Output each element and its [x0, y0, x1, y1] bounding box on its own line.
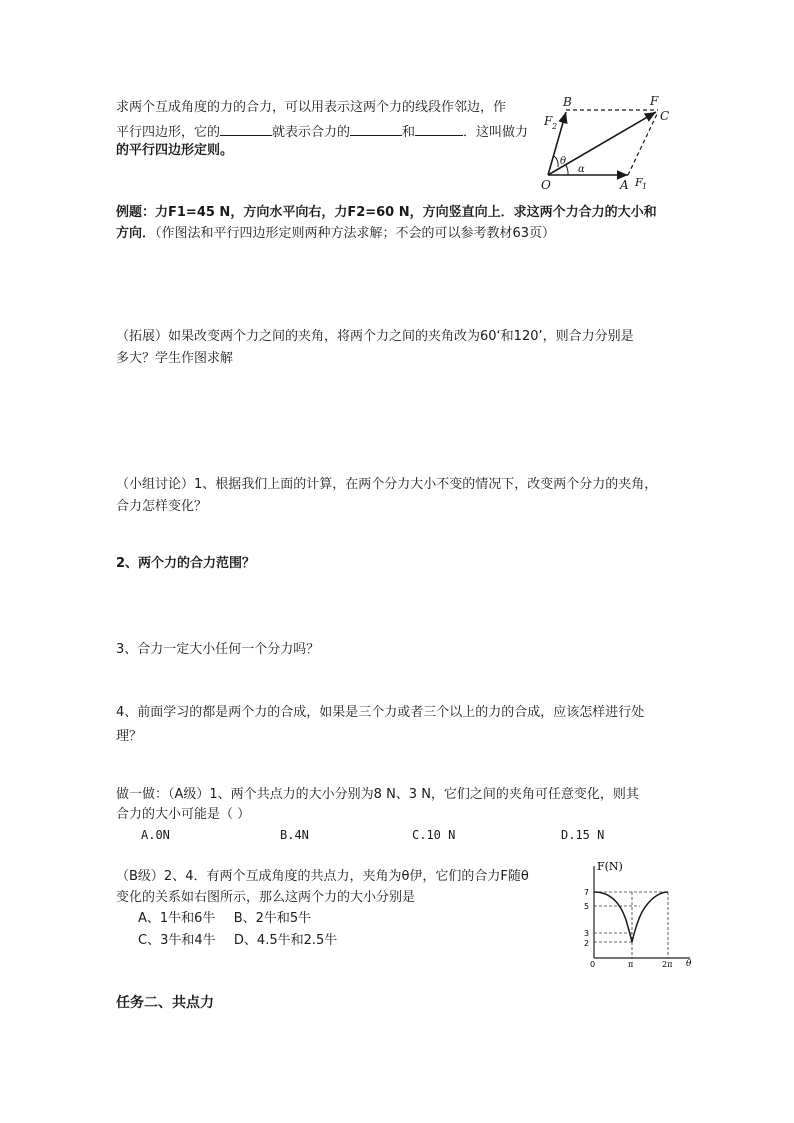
- example-line-2-bold: 方向．: [116, 226, 156, 241]
- label-alpha: α: [578, 164, 585, 175]
- option-a-level-d[interactable]: D.15 N: [561, 828, 605, 842]
- option-b-level-a[interactable]: A、1牛和6牛: [138, 911, 216, 926]
- option-a-level-b[interactable]: B.4N: [280, 828, 309, 842]
- discussion-line-2: 合力怎样变化？: [116, 499, 208, 514]
- label-b: B: [563, 95, 572, 109]
- label-o: O: [541, 178, 551, 192]
- question-2: 2、两个力的合力范围？: [116, 556, 256, 571]
- graph-ylabel: F(N): [597, 860, 623, 873]
- ytick-5: 5: [584, 902, 590, 911]
- label-f2-sub: 2: [552, 122, 558, 131]
- force-angle-graph: [580, 858, 698, 968]
- alpha-arc: [566, 165, 568, 175]
- label-f: F: [650, 94, 659, 108]
- question-3: 3、合力一定大小任何一个分力吗？: [116, 642, 320, 657]
- intro-line-2-c: 和: [402, 125, 416, 140]
- b-level-options-row-2: [138, 931, 337, 951]
- option-b-level-d[interactable]: D、4.5牛和2.5牛: [233, 933, 338, 948]
- intro-line-2-b: 就表示合力的: [272, 125, 351, 140]
- intro-line-2-d: ．这叫做力: [463, 125, 529, 140]
- option-b-level-b[interactable]: B、2牛和5牛: [233, 911, 312, 926]
- ytick-2: 2: [584, 939, 590, 948]
- b-level-line-1: （B级）2、4．有两个互成角度的共点力，夹角为θ伊，它们的合力F随θ: [116, 869, 529, 884]
- example-line-2: [116, 224, 555, 244]
- ytick-7: 7: [584, 888, 590, 897]
- label-f2: F: [544, 114, 553, 128]
- b-level-options-row-1: [138, 909, 311, 929]
- ytick-3: 3: [584, 929, 590, 938]
- dashed-ac: [628, 112, 658, 175]
- label-theta: θ: [560, 156, 567, 167]
- xtick-2pi: 2π: [662, 960, 673, 968]
- theta-arc: [554, 156, 558, 167]
- parallelogram-figure: [538, 92, 678, 194]
- xtick-pi: π: [628, 960, 634, 968]
- option-a-level-a[interactable]: A.0N: [141, 828, 170, 842]
- intro-line-2: [116, 121, 528, 143]
- blank-2[interactable]: [350, 121, 402, 136]
- try-it-line-1: 做一做：（A级）1、两个共点力的大小分别为8 N、3 N，它们之间的夹角可任意变化，则其: [116, 787, 639, 802]
- example-line-1: 例题：力F1=45 N，方向水平向右，力F2=60 N，方向竖直向上．求这两个力合力的大小和: [116, 205, 657, 220]
- extension-line-2: 多大？学生作图求解: [116, 351, 234, 366]
- intro-line-2-a: 平行四边形，它的: [116, 125, 221, 140]
- xtick-0: 0: [590, 960, 596, 968]
- option-b-level-c[interactable]: C、3牛和4牛: [138, 933, 216, 948]
- blank-3[interactable]: [415, 121, 463, 136]
- discussion-line-1: （小组讨论）1、根据我们上面的计算，在两个分力大小不变的情况下，改变两个分力的夹角，: [116, 477, 658, 492]
- label-a: A: [620, 178, 629, 192]
- intro-line-1: 求两个互成角度的力的合力，可以用表示这两个力的线段作邻边，作: [116, 100, 507, 115]
- example-line-2-normal: （作图法和平行四边形定则两种方法求解；不会的可以参考教材63页）: [155, 226, 556, 241]
- task-2-heading: 任务二、共点力: [116, 995, 214, 1011]
- intro-line-3: 的平行四边形定则。: [116, 143, 234, 158]
- question-4-line-2: 理？: [116, 729, 143, 744]
- label-f1-sub: 1: [642, 182, 648, 191]
- label-f1: F: [635, 176, 643, 189]
- blank-1[interactable]: [220, 121, 272, 136]
- try-it-line-2: 合力的大小可能是（ ）: [116, 807, 251, 822]
- option-a-level-c[interactable]: C.10 N: [412, 828, 456, 842]
- extension-line-1: （拓展）如果改变两个力之间的夹角，将两个力之间的夹角改为60‘和120’，则合力分别是: [116, 329, 634, 344]
- question-4-line-1: 4、前面学习的都是两个力的合成，如果是三个力或者三个以上的力的合成，应该怎样进行处: [116, 705, 645, 720]
- resultant-curve: [594, 892, 668, 942]
- label-c: C: [660, 109, 670, 123]
- b-level-line-2: 变化的关系如右图所示，那么这两个力的大小分别是: [116, 890, 416, 905]
- graph-xlabel: θ: [686, 959, 692, 968]
